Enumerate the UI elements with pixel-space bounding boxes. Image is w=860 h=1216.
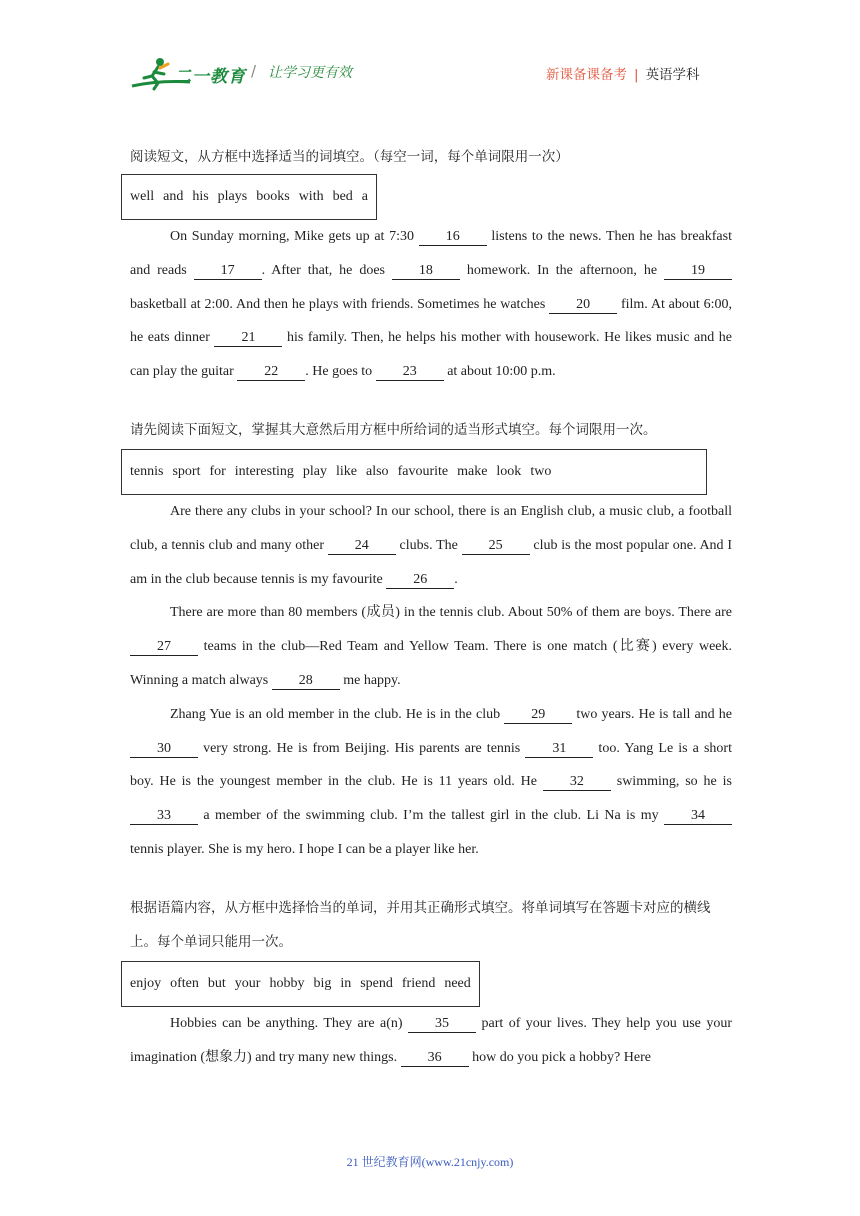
paragraph-text: his family. Then, he helps his mother with housework. He likes music and he can play the guitar xyxy=(130,330,732,380)
answer-blank[interactable]: 18 xyxy=(392,263,460,280)
paragraph-text: two years. He is tall and he xyxy=(572,706,732,722)
word-option: also xyxy=(366,463,389,479)
section2-paragraph-1 xyxy=(130,495,732,596)
header-divider: / xyxy=(251,62,257,80)
paragraph-text: . xyxy=(454,571,458,587)
word-option: but xyxy=(207,975,226,991)
section2-paragraph-2 xyxy=(130,596,732,697)
header-subject: 英语学科 xyxy=(645,67,700,83)
word-option: play xyxy=(302,463,327,479)
word-option: need xyxy=(444,975,471,991)
paragraph-text: Hobbies can be anything. They are a(n) xyxy=(170,1015,409,1031)
word-option: like xyxy=(336,463,357,479)
answer-blank[interactable]: 16 xyxy=(419,229,487,246)
word-option: two xyxy=(530,463,552,479)
answer-blank[interactable]: 32 xyxy=(543,774,611,791)
word-option: friend xyxy=(401,975,436,991)
paragraph-text: swimming, so he is xyxy=(610,774,732,790)
answer-blank[interactable]: 24 xyxy=(328,538,396,555)
word-option: look xyxy=(496,463,522,479)
paragraph-text: teams in the club—Red Team and Yellow Team. There is one match (比赛) every week. Winning a match always xyxy=(130,639,732,688)
answer-blank[interactable]: 19 xyxy=(664,263,732,280)
word-option: his xyxy=(192,189,209,204)
paragraph-text: . After that, he does xyxy=(261,262,392,278)
word-option: tennis xyxy=(130,463,164,479)
word-option: enjoy xyxy=(130,975,162,991)
section1-instruction: 阅读短文，从方框中选择适当的词填空。（每空一词，每个单词限用一次） xyxy=(130,149,569,165)
answer-blank[interactable]: 33 xyxy=(130,808,198,825)
paragraph-text: too. Yang Le is a short boy. He is the youngest member in the club. He is 11 years old. He xyxy=(130,740,732,790)
answer-blank[interactable]: 36 xyxy=(401,1050,469,1067)
page-header xyxy=(0,0,860,100)
answer-blank[interactable]: 23 xyxy=(376,364,444,381)
section2-instruction: 请先阅读下面短文，掌握其大意然后用方框中所给词的适当形式填空。每个词限用一次。 xyxy=(130,421,657,438)
paragraph-text: There are more than 80 members (成员) in the tennis club. About 50% of them are boys. There are xyxy=(170,605,732,621)
document-body xyxy=(130,140,732,1074)
header-separator: | xyxy=(634,67,639,83)
answer-blank[interactable]: 21 xyxy=(214,330,282,347)
paragraph-text: Zhang Yue is an old member in the club. He is in the club xyxy=(170,706,505,722)
answer-blank[interactable]: 25 xyxy=(462,538,530,555)
word-option: big xyxy=(313,975,332,991)
answer-blank[interactable]: 26 xyxy=(386,572,454,589)
answer-blank[interactable]: 17 xyxy=(194,263,262,280)
answer-blank[interactable]: 22 xyxy=(237,364,305,381)
answer-blank[interactable]: 28 xyxy=(272,673,340,690)
paragraph-text: listens to the news. Then he has breakfast and reads xyxy=(130,229,732,278)
paragraph-text: basketball at 2:00. And then he plays with friends. Sometimes he watches xyxy=(130,296,550,312)
paragraph-text: homework. In the afternoon, he xyxy=(459,262,665,278)
section2-word-box xyxy=(121,449,707,495)
logo-text: 二一教育 xyxy=(174,67,246,87)
section3-word-box xyxy=(121,961,480,1007)
header-right xyxy=(546,63,700,83)
page-footer: 21 世纪教育网(www.21cnjy.com) xyxy=(346,1155,514,1169)
paragraph-text: at about 10:00 p.m. xyxy=(443,364,556,380)
answer-blank[interactable]: 29 xyxy=(504,707,572,724)
paragraph-text: very strong. He is from Beijing. His parents are tennis xyxy=(198,740,526,756)
paragraph-text: On Sunday morning, Mike gets up at 7:30 xyxy=(170,229,419,244)
paragraph-text: how do you pick a hobby? Here xyxy=(468,1049,651,1065)
word-option: bed xyxy=(332,189,353,204)
header-slogan: 让学习更有效 xyxy=(268,65,352,81)
paragraph-text: clubs. The xyxy=(395,537,462,553)
word-option: and xyxy=(163,189,184,204)
answer-blank[interactable]: 30 xyxy=(130,741,198,758)
section3-instruction: 根据语篇内容，从方框中选择恰当的单词，并用其正确形式填空。将单词填写在答题卡对应的横线上。每个单词只能用一次。 xyxy=(130,899,711,950)
paragraph-text: . He goes to xyxy=(305,364,376,380)
paragraph-text: tennis player. She is my hero. I hope I can be a player like her. xyxy=(130,841,479,857)
word-option: spend xyxy=(360,975,393,991)
word-option: in xyxy=(340,975,352,991)
paragraph-text: film. At about 6:00, he eats dinner xyxy=(130,296,732,346)
word-option: favourite xyxy=(397,463,449,479)
word-option: often xyxy=(170,975,199,991)
section3-paragraph xyxy=(130,1007,732,1075)
section1-word-box xyxy=(121,174,377,220)
word-option: make xyxy=(457,463,488,479)
header-course: 新课备课备考 xyxy=(546,67,627,83)
answer-blank[interactable]: 31 xyxy=(525,741,593,758)
word-option: interesting xyxy=(234,463,294,479)
word-option: books xyxy=(256,189,290,204)
word-option: plays xyxy=(217,189,248,204)
answer-blank[interactable]: 20 xyxy=(549,297,617,314)
word-option: well xyxy=(130,189,155,204)
word-option: your xyxy=(234,975,261,991)
paragraph-text: club is the most popular one. And I am in the club because tennis is my favourite xyxy=(130,537,732,587)
word-option: sport xyxy=(172,463,201,479)
paragraph-text: me happy. xyxy=(339,672,401,688)
word-option: for xyxy=(209,463,226,479)
word-option: hobby xyxy=(269,975,305,991)
answer-blank[interactable]: 34 xyxy=(664,808,732,825)
paragraph-text: a member of the swimming club. I’m the tallest girl in the club. Li Na is my xyxy=(198,808,664,824)
answer-blank[interactable]: 27 xyxy=(130,639,198,656)
word-option: a xyxy=(361,189,369,204)
section1-paragraph xyxy=(130,220,732,389)
word-option: with xyxy=(298,189,324,204)
paragraph-text: Are there any clubs in your school? In our school, there is an English club, a music club, a football club, a tennis club and many other xyxy=(130,503,732,553)
paragraph-text: part of your lives. They help you use your imagination (想象力) and try many new things. xyxy=(130,1015,732,1065)
answer-blank[interactable]: 35 xyxy=(408,1016,476,1033)
section2-paragraph-3 xyxy=(130,698,732,867)
